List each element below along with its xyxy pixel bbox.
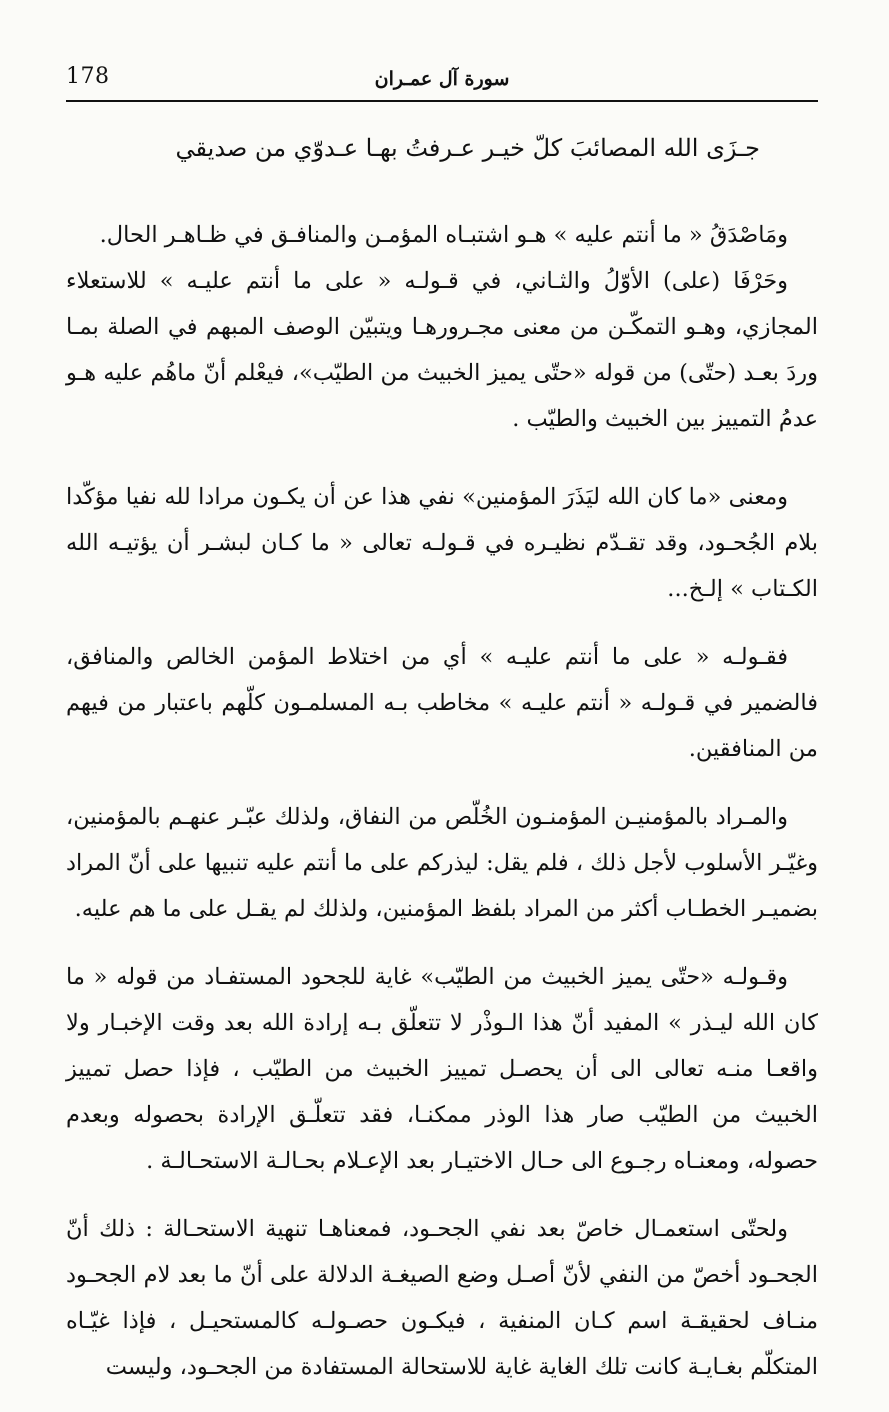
paragraph: والمـراد بالمؤمنيـن المؤمنـون الخُلّص من النفاق، ولذلك عبّـر عنهـم بالمؤمنين، وغيّـر الأسلوب لأجل ذلك ، فلم يقل: ليذركم على ما أنتم عليه تنبيها على أنّ المراد بضميـر الخطـاب أكثر من المراد بلفظ المؤمنين، ولذلك لم يقـل على ما هم عليه.	[66, 804, 818, 922]
verse-line: جـزَى الله المصائبَ كلّ خيـر عـرفتُ بهـا عـدوّي من صديقي	[175, 134, 760, 162]
paragraph: ومَاصْدَقُ « ما أنتم عليه » هـو اشتبـاه المؤمـن والمنافـق في ظـاهـر الحال.	[99, 222, 788, 248]
paragraph: وقـولـه «حتّى يميز الخبيث من الطيّب» غاية للجحود المستفـاد من قوله « ما كان الله ليـذر » المفيد أنّ هذا الـوذْر لا تتعلّق بـه إرادة الله بعد وقت الإخبـار ولا واقعـا منـه تعالى الى أن يحصـل تمييز الخبيث من الطيّب ، فإذا حصل تمييز الخبيث من الطيّب صار هذا الوذر ممكنـا، فقد تتعلّـق الإرادة بحصوله وبعدم حصوله، ومعنـاه رجـوع الى حـال الاختيـار بعد الإعـلام بحـالـة الاستحـالـة .	[66, 964, 818, 1174]
paragraph: وحَرْفَا (على) الأوّلُ والثـاني، في قـولـه « على ما أنتم عليـه » للاستعلاء المجازي، وهـو التمكّـن من معنى مجـرورهـا ويتبيّن الوصف المبهم في الصلة بمـا وردَ بعـد (حتّى) من قوله «حتّى يميز الخبيث من الطيّب»، فيعْلم أنّ ماهُم عليه هـو عدمُ التمييز بين الخبيث والطيّب .	[66, 268, 818, 432]
paragraph: ومعنى «ما كان الله ليَذَرَ المؤمنين» نفي هذا عن أن يكـون مرادا لله نفيا مؤكّدا بلام الجُحـود، وقد تقـدّم نظيـره في قـولـه تعالى « ما كـان لبشـر أن يؤتيـه الله الكـتاب » إلـخ...	[66, 484, 818, 602]
page-number: 178	[66, 64, 110, 89]
paragraph: فقـولـه « على ما أنتم عليـه » أي من اختلاط المؤمن الخالص والمنافق، فالضمير في قـولـه « أنتم عليـه » مخاطب بـه المسلمـون كلّهم باعتبار من فيهم من المنافقين.	[66, 644, 818, 762]
surah-title: سورة آل عمـران	[374, 68, 510, 90]
page-header	[66, 62, 818, 102]
poetry-verse	[66, 122, 818, 212]
page-body	[66, 122, 818, 1412]
paragraph: ولحتّى استعمـال خاصّ بعد نفي الجحـود، فمعناهـا تنهية الاستحـالة : ذلك أنّ الجحـود أخصّ من النفي لأنّ أصـل وضع الصيغـة الدلالة على أنّ ما بعد لام الجحـود منـاف لحقيقـة اسم كـان المنفية ، فيكـون حصـولـه كالمستحيـل ، فإذا غيّـاه المتكلّم بغـايـة كانت تلك الغاية غاية للاستحالة المستفادة من الجحـود، وليست	[66, 1216, 818, 1380]
